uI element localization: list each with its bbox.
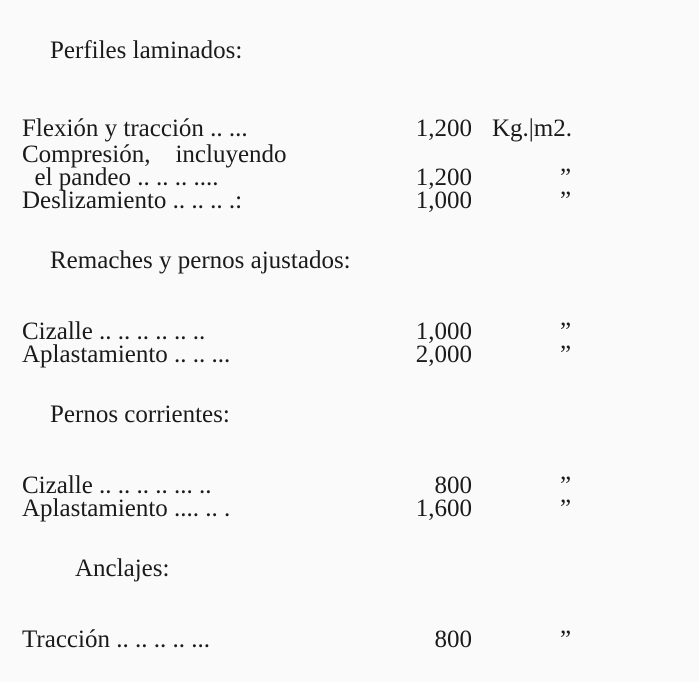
row-value: 1,000 xyxy=(415,318,472,345)
row-label: el pandeo .. .. .. .... xyxy=(22,164,219,191)
row-unit: ” xyxy=(560,341,572,368)
row-value: 1,200 xyxy=(415,115,472,142)
row-unit: ” xyxy=(560,495,572,522)
row-unit: ” xyxy=(560,626,572,653)
section-heading: Anclajes: xyxy=(75,555,170,582)
row-label: Cizalle .. .. .. .. ... .. xyxy=(22,472,212,499)
row-unit: Kg.|m2. xyxy=(492,115,573,142)
section-heading: Perfiles laminados: xyxy=(50,37,243,64)
row-label: Tracción .. .. .. .. ... xyxy=(22,626,210,653)
row-value: 1,000 xyxy=(415,187,472,214)
section-heading: Remaches y pernos ajustados: xyxy=(50,247,351,274)
row-value: 800 xyxy=(434,472,472,499)
row-value: 1,600 xyxy=(415,495,472,522)
row-unit: ” xyxy=(560,187,572,214)
row-label: Flexión y tracción .. ... xyxy=(22,115,248,142)
row-label: Compresión, incluyendo xyxy=(22,141,287,168)
section-heading: Pernos corrientes: xyxy=(50,401,230,428)
row-unit: ” xyxy=(560,164,572,191)
row-value: 1,200 xyxy=(415,164,472,191)
row-label: Aplastamiento .... .. . xyxy=(22,495,231,522)
row-value: 800 xyxy=(434,626,472,653)
row-label: Deslizamiento .. .. .. .: xyxy=(22,187,243,214)
row-unit: ” xyxy=(560,472,572,499)
row-unit: ” xyxy=(560,318,572,345)
row-label: Cizalle .. .. .. .. .. .. xyxy=(22,318,206,345)
row-value: 2,000 xyxy=(415,341,472,368)
row-label: Aplastamiento .. .. ... xyxy=(22,341,231,368)
